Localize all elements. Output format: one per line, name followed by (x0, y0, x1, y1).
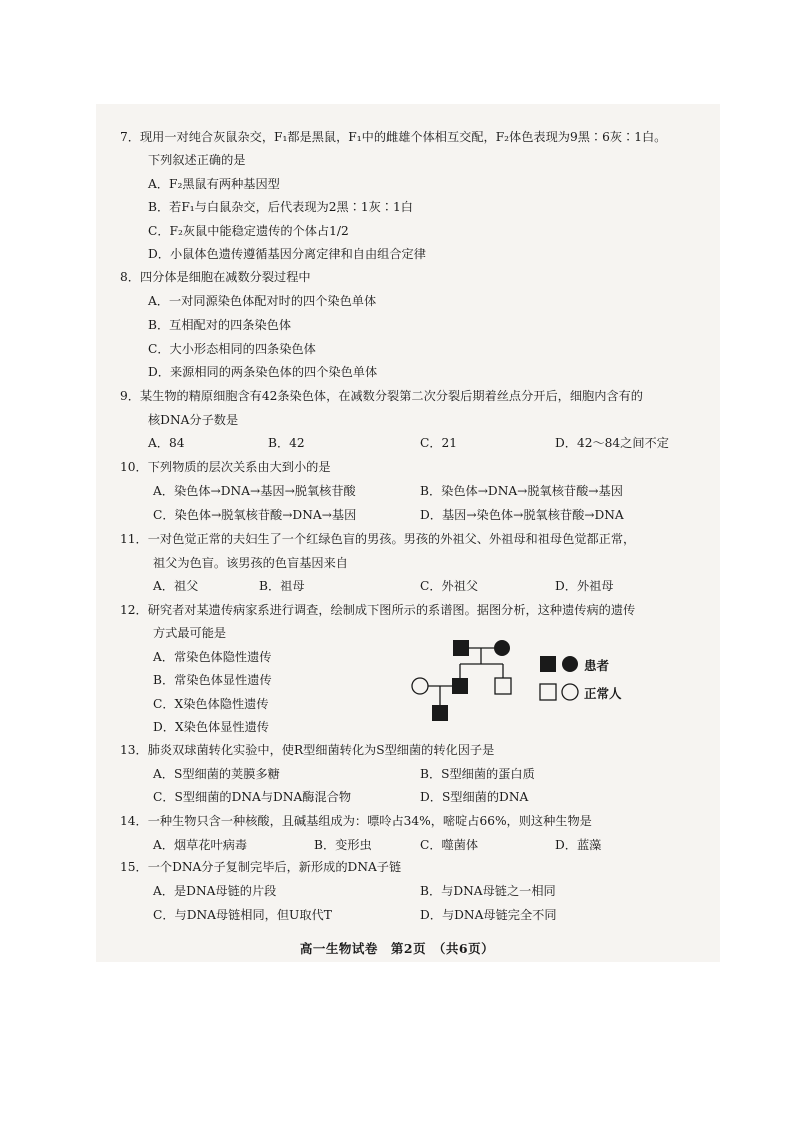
question-13-option-a: A．S型细菌的荚膜多糖 (153, 767, 280, 781)
question-12-stem-line2: 方式最可能是 (153, 626, 227, 640)
question-12-stem: 12．研究者对某遗传病家系进行调查，绘制成下图所示的系谱图。据图分析，这种遗传病的遗传 (120, 603, 636, 617)
question-8-option-d: D．来源相同的两条染色体的四个染色单体 (148, 365, 378, 379)
pedigree-i1-affected-male (453, 640, 469, 656)
question-15-stem: 15．一个DNA分子复制完毕后，新形成的DNA子链 (120, 860, 402, 874)
legend-affected-label: 患者 (584, 658, 610, 673)
question-15-option-a: A．是DNA母链的片段 (153, 884, 277, 898)
pedigree-ii1-normal-female (412, 678, 428, 694)
legend-normal-label: 正常人 (584, 686, 622, 701)
question-11-option-b: B．祖母 (259, 579, 305, 593)
question-9-option-a: A．84 (148, 436, 185, 450)
pedigree-chart (408, 632, 688, 726)
question-14-option-b: B．变形虫 (314, 838, 372, 852)
question-14-option-d: D．蓝藻 (555, 838, 602, 852)
question-9-option-b: B．42 (268, 436, 305, 450)
question-13-option-c: C．S型细菌的DNA与DNA酶混合物 (153, 790, 352, 804)
question-8-stem: 8．四分体是细胞在减数分裂过程中 (120, 270, 311, 284)
question-7-stem: 7．现用一对纯合灰鼠杂交，F₁都是黑鼠，F₁中的雌雄个体相互交配，F₂体色表现为9黑∶6灰∶1白。 (120, 130, 667, 144)
question-15-option-b: B．与DNA母链之一相同 (420, 884, 556, 898)
question-10-option-d: D．基因→染色体→脱氧核苷酸→DNA (420, 508, 624, 522)
pedigree-ii2-affected-male (452, 678, 468, 694)
question-12-option-d: D．X染色体显性遗传 (153, 720, 269, 734)
question-10-option-b: B．染色体→DNA→脱氧核苷酸→基因 (420, 484, 623, 498)
pedigree-lines (428, 648, 503, 705)
question-15-option-c: C．与DNA母链相同，但U取代T (153, 908, 332, 922)
pedigree-ii3-normal-male (495, 678, 511, 694)
question-10-stem: 10．下列物质的层次关系由大到小的是 (120, 460, 331, 474)
question-8-option-c: C．大小形态相同的四条染色体 (148, 342, 316, 356)
question-7-option-d: D．小鼠体色遗传遵循基因分离定律和自由组合定律 (148, 247, 426, 261)
question-7-option-b: B．若F₁与白鼠杂交，后代表现为2黑∶1灰∶1白 (148, 200, 413, 214)
question-9-option-c: C．21 (420, 436, 458, 450)
question-10-option-c: C．染色体→脱氧核苷酸→DNA→基因 (153, 508, 357, 522)
question-11-stem: 11．一对色觉正常的夫妇生了一个红绿色盲的男孩。男孩的外祖父、外祖母和祖母色觉都正常， (120, 532, 636, 546)
legend-affected-female-icon (562, 656, 578, 672)
question-11-option-d: D．外祖母 (555, 579, 614, 593)
question-11-stem-line2: 祖父为色盲。该男孩的色盲基因来自 (153, 556, 348, 570)
question-13-stem: 13．肺炎双球菌转化实验中，使R型细菌转化为S型细菌的转化因子是 (120, 743, 495, 757)
question-7-option-c: C．F₂灰鼠中能稳定遗传的个体占1/2 (148, 224, 349, 238)
question-7-option-a: A．F₂黑鼠有两种基因型 (148, 177, 280, 191)
question-12-option-c: C．X染色体隐性遗传 (153, 697, 269, 711)
question-10-option-a: A．染色体→DNA→基因→脱氧核苷酸 (153, 484, 356, 498)
page-footer: 高一生物试卷 第2页 （共6页） (299, 941, 495, 956)
question-8-option-b: B．互相配对的四条染色体 (148, 318, 292, 332)
question-14-option-a: A．烟草花叶病毒 (153, 838, 248, 852)
question-11-option-a: A．祖父 (153, 579, 199, 593)
question-12-option-b: B．常染色体显性遗传 (153, 673, 272, 687)
question-11-option-c: C．外祖父 (420, 579, 479, 593)
legend-normal-female-icon (562, 684, 578, 700)
pedigree-iii1-affected-male (432, 705, 448, 721)
question-13-option-d: D．S型细菌的DNA (420, 790, 529, 804)
question-14-stem: 14．一种生物只含一种核酸，且碱基组成为：嘌呤占34%，嘧啶占66%，则这种生物是 (120, 814, 592, 828)
question-9-option-d: D．42～84之间不定 (555, 436, 669, 450)
pedigree-i2-affected-female (494, 640, 510, 656)
question-13-option-b: B．S型细菌的蛋白质 (420, 767, 535, 781)
question-15-option-d: D．与DNA母链完全不同 (420, 908, 557, 922)
question-8-option-a: A．一对同源染色体配对时的四个染色单体 (148, 294, 377, 308)
legend-normal-male-icon (540, 684, 556, 700)
question-7-stem-line2: 下列叙述正确的是 (148, 153, 246, 167)
question-9-stem: 9．某生物的精原细胞含有42条染色体，在减数分裂第二次分裂后期着丝点分开后，细胞内含有的 (120, 389, 643, 403)
question-9-stem-line2: 核DNA分子数是 (148, 413, 239, 427)
question-14-option-c: C．噬菌体 (420, 838, 479, 852)
question-12-option-a: A．常染色体隐性遗传 (153, 650, 272, 664)
legend-affected-male-icon (540, 656, 556, 672)
